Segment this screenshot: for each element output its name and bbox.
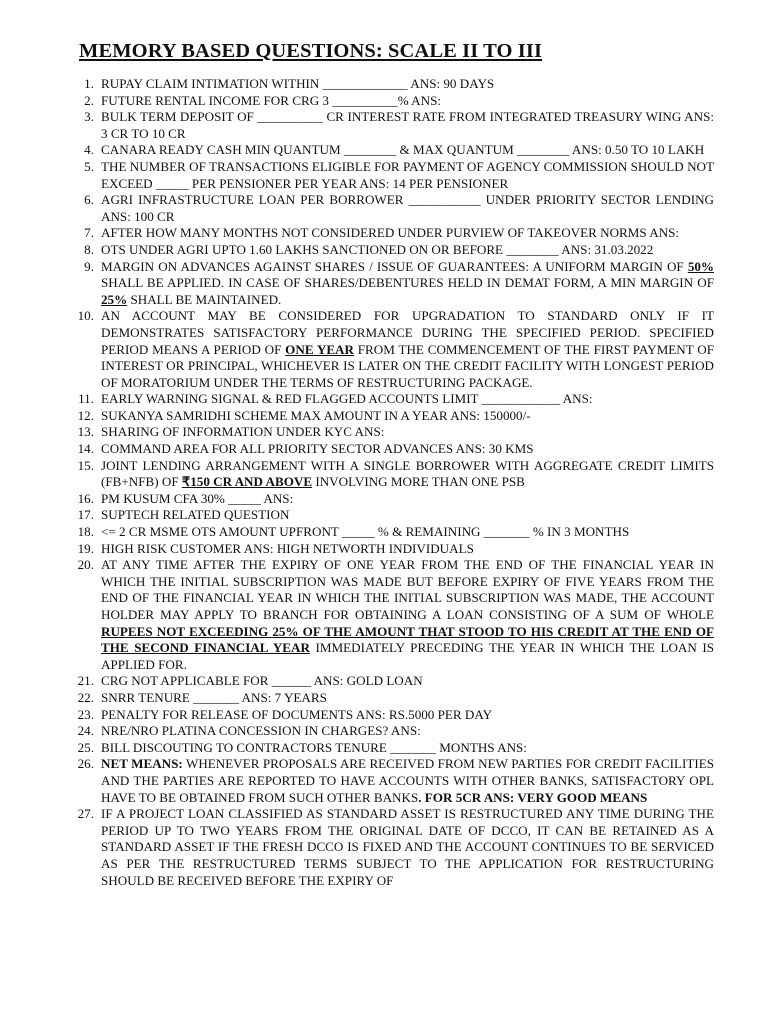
item-text: HIGH RISK CUSTOMER ANS: HIGH NETWORTH INDIVIDUALS bbox=[101, 540, 474, 556]
emphasis-text: ₹150 CR AND ABOVE bbox=[181, 474, 313, 490]
item-text: JOINT LENDING ARRANGEMENT WITH A SINGLE BORROWER WITH AGGREGATE CREDIT LIMITS (FB+NFB) OF bbox=[101, 457, 714, 490]
item-number: 15. bbox=[77, 457, 94, 473]
item-text: MARGIN ON ADVANCES AGAINST SHARES / ISSUE OF GUARANTEES: A UNIFORM MARGIN OF bbox=[101, 258, 688, 274]
list-item bbox=[68, 242, 714, 259]
list-item bbox=[68, 507, 714, 524]
item-number: 25. bbox=[77, 739, 94, 755]
list-item bbox=[68, 142, 714, 159]
item-text: CRG NOT APPLICABLE FOR ______ ANS: GOLD LOAN bbox=[101, 673, 423, 689]
item-text: SUKANYA SAMRIDHI SCHEME MAX AMOUNT IN A YEAR ANS: 150000/- bbox=[101, 407, 531, 423]
item-text: INVOLVING MORE THAN ONE PSB bbox=[312, 474, 525, 490]
item-number: 5. bbox=[84, 158, 94, 174]
list-item bbox=[68, 441, 714, 458]
item-number: 9. bbox=[84, 258, 94, 274]
item-number: 13. bbox=[77, 424, 94, 440]
list-item bbox=[68, 723, 714, 740]
item-number: 7. bbox=[84, 225, 94, 241]
list-item bbox=[68, 458, 714, 491]
item-number: 17. bbox=[77, 507, 94, 523]
item-text: EARLY WARNING SIGNAL & RED FLAGGED ACCOUNTS LIMIT ____________ ANS: bbox=[101, 391, 593, 407]
item-text: FUTURE RENTAL INCOME FOR CRG 3 __________% ANS: bbox=[101, 92, 442, 108]
list-item bbox=[68, 673, 714, 690]
emphasis-text: NET MEANS: bbox=[101, 756, 183, 772]
list-item bbox=[68, 524, 714, 541]
item-text: BILL DISCOUTING TO CONTRACTORS TENURE _______ MONTHS ANS: bbox=[101, 739, 527, 755]
item-number: 8. bbox=[84, 241, 94, 257]
list-item bbox=[68, 308, 714, 391]
item-text: THE NUMBER OF TRANSACTIONS ELIGIBLE FOR PAYMENT OF AGENCY COMMISSION SHOULD NOT EXCEED _____ PER PENSIONER PER YEAR ANS: 14 PER PENSIONER bbox=[101, 158, 714, 191]
list-item bbox=[68, 740, 714, 757]
list-item bbox=[68, 76, 714, 93]
item-text: PENALTY FOR RELEASE OF DOCUMENTS ANS: RS.5000 PER DAY bbox=[101, 706, 493, 722]
item-number: 26. bbox=[77, 756, 94, 772]
item-text: SHALL BE APPLIED. IN CASE OF SHARES/DEBENTURES HELD IN DEMAT FORM, A MIN MARGIN OF bbox=[101, 275, 714, 291]
list-item bbox=[68, 491, 714, 508]
item-text: PM KUSUM CFA 30% _____ ANS: bbox=[101, 490, 294, 506]
item-text: IF A PROJECT LOAN CLASSIFIED AS STANDARD ASSET IS RESTRUCTURED ANY TIME DURING THE PERIOD UP TO TWO YEARS FROM THE ORIGINAL DATE OF DCCO, IT CAN BE RETAINED AS A STANDARD ASSET IF THE FRESH DCCO IS FIXED AND THE ACCOUNT CONTINUES TO BE SERVICED AS PER THE RESTRUCTURED TERMS SUBJECT TO THE APPLICATION FOR RESTRUCTURING SHOULD BE RECEIVED BEFORE THE EXPIRY OF bbox=[101, 806, 714, 888]
item-number: 14. bbox=[77, 441, 94, 457]
item-text: <= 2 CR MSME OTS AMOUNT UPFRONT _____ % & REMAINING _______ % IN 3 MONTHS bbox=[101, 524, 630, 540]
item-number: 19. bbox=[77, 540, 94, 556]
list-item bbox=[68, 408, 714, 425]
item-text: IMMEDIATELY PRECEDING THE YEAR IN WHICH THE LOAN IS APPLIED FOR. bbox=[101, 640, 714, 672]
item-number: 21. bbox=[77, 673, 94, 689]
item-text: AN ACCOUNT MAY BE CONSIDERED FOR UPGRADATION TO STANDARD ONLY IF IT DEMONSTRATES SATISFACTORY PERFORMANCE DURING THE SPECIFIED PERIOD. SPECIFIED PERIOD MEANS A PERIOD OF bbox=[101, 308, 714, 357]
list-item bbox=[68, 391, 714, 408]
list-item bbox=[68, 93, 714, 110]
item-text: WHENEVER PROPOSALS ARE RECEIVED FROM NEW PARTIES FOR CREDIT FACILITIES AND THE PARTIES ARE REPORTED TO HAVE ACCOUNTS WITH OTHER BANKS, SATISFACTORY OPL HAVE TO BE OBTAINED FROM SUCH OTHER BANKS bbox=[101, 756, 715, 805]
item-text: AT ANY TIME AFTER THE EXPIRY OF ONE YEAR FROM THE END OF THE FINANCIAL YEAR IN WHICH THE INITIAL SUBSCRIPTION WAS MADE BUT BEFORE EXPIRY OF FIVE YEARS FROM THE END OF THE FINANCIAL YEAR IN WHICH THE INITIAL SUBSCRIPTION WAS MADE, THE ACCOUNT HOLDER MAY APPLY TO BRANCH FOR OBTAINING A LOAN CONSISTING OF A SUM OF WHOLE bbox=[101, 557, 714, 622]
list-item bbox=[68, 259, 714, 309]
page-title: MEMORY BASED QUESTIONS: SCALE II TO III bbox=[79, 40, 543, 62]
item-text: NRE/NRO PLATINA CONCESSION IN CHARGES? ANS: bbox=[101, 723, 421, 739]
emphasis-text: ONE YEAR bbox=[285, 341, 354, 357]
item-number: 18. bbox=[77, 524, 94, 540]
list-item bbox=[68, 159, 714, 192]
item-text: AFTER HOW MANY MONTHS NOT CONSIDERED UNDER PURVIEW OF TAKEOVER NORMS ANS: bbox=[101, 225, 680, 241]
item-text: SNRR TENURE _______ ANS: 7 YEARS bbox=[101, 689, 327, 705]
item-text: COMMAND AREA FOR ALL PRIORITY SECTOR ADVANCES ANS: 30 KMS bbox=[101, 441, 534, 457]
item-text: AGRI INFRASTRUCTURE LOAN PER BORROWER ___________ UNDER PRIORITY SECTOR LENDING ANS: 100 CR bbox=[101, 192, 714, 224]
item-number: 12. bbox=[77, 407, 94, 423]
item-number: 27. bbox=[77, 806, 94, 822]
item-text: SHALL BE MAINTAINED. bbox=[127, 291, 282, 307]
list-item bbox=[68, 225, 714, 242]
item-text: CANARA READY CASH MIN QUANTUM ________ & MAX QUANTUM ________ ANS: 0.50 TO 10 LAKH bbox=[101, 142, 705, 158]
item-text: BULK TERM DEPOSIT OF __________ CR INTEREST RATE FROM INTEGRATED TREASURY WING ANS: 3 CR TO 10 CR bbox=[101, 109, 714, 141]
item-number: 11. bbox=[78, 391, 94, 407]
item-number: 24. bbox=[77, 723, 94, 739]
item-text: SHARING OF INFORMATION UNDER KYC ANS: bbox=[101, 424, 385, 440]
emphasis-text: RUPEES NOT EXCEEDING 25% OF THE AMOUNT THAT STOOD TO HIS CREDIT AT THE END OF THE SECOND FINANCIAL YEAR bbox=[101, 623, 714, 656]
question-list bbox=[68, 76, 714, 889]
list-item bbox=[68, 707, 714, 724]
list-item bbox=[68, 541, 714, 558]
item-number: 2. bbox=[84, 92, 94, 108]
item-number: 3. bbox=[84, 109, 94, 125]
list-item bbox=[68, 557, 714, 673]
item-text: RUPAY CLAIM INTIMATION WITHIN _____________ ANS: 90 DAYS bbox=[101, 76, 495, 91]
list-item bbox=[68, 424, 714, 441]
item-number: 6. bbox=[84, 192, 94, 208]
item-number: 23. bbox=[77, 706, 94, 722]
list-item bbox=[68, 109, 714, 142]
item-text: FROM THE COMMENCEMENT OF THE FIRST PAYMENT OF INTEREST OR PRINCIPAL, WHICHEVER IS LATER ON THE CREDIT FACILITY WITH LONGEST PERIOD OF MORATORIUM UNDER THE TERMS OF RESTRUCTURING PACKAGE. bbox=[101, 341, 714, 390]
item-text: SUPTECH RELATED QUESTION bbox=[101, 507, 290, 523]
list-item bbox=[68, 690, 714, 707]
list-item bbox=[68, 806, 714, 889]
item-text: OTS UNDER AGRI UPTO 1.60 LAKHS SANCTIONED ON OR BEFORE ________ ANS: 31.03.2022 bbox=[101, 241, 654, 257]
item-number: 22. bbox=[77, 689, 94, 705]
item-number: 16. bbox=[77, 490, 94, 506]
item-number: 4. bbox=[84, 142, 94, 158]
item-number: 20. bbox=[77, 557, 94, 573]
emphasis-text: 25% bbox=[101, 291, 128, 307]
list-item bbox=[68, 756, 714, 806]
item-number: 10. bbox=[77, 308, 94, 324]
item-number: 1. bbox=[84, 76, 94, 91]
emphasis-text: 50% bbox=[687, 258, 714, 274]
list-item bbox=[68, 192, 714, 225]
emphasis-text: . FOR 5CR ANS: VERY GOOD MEANS bbox=[418, 789, 648, 805]
